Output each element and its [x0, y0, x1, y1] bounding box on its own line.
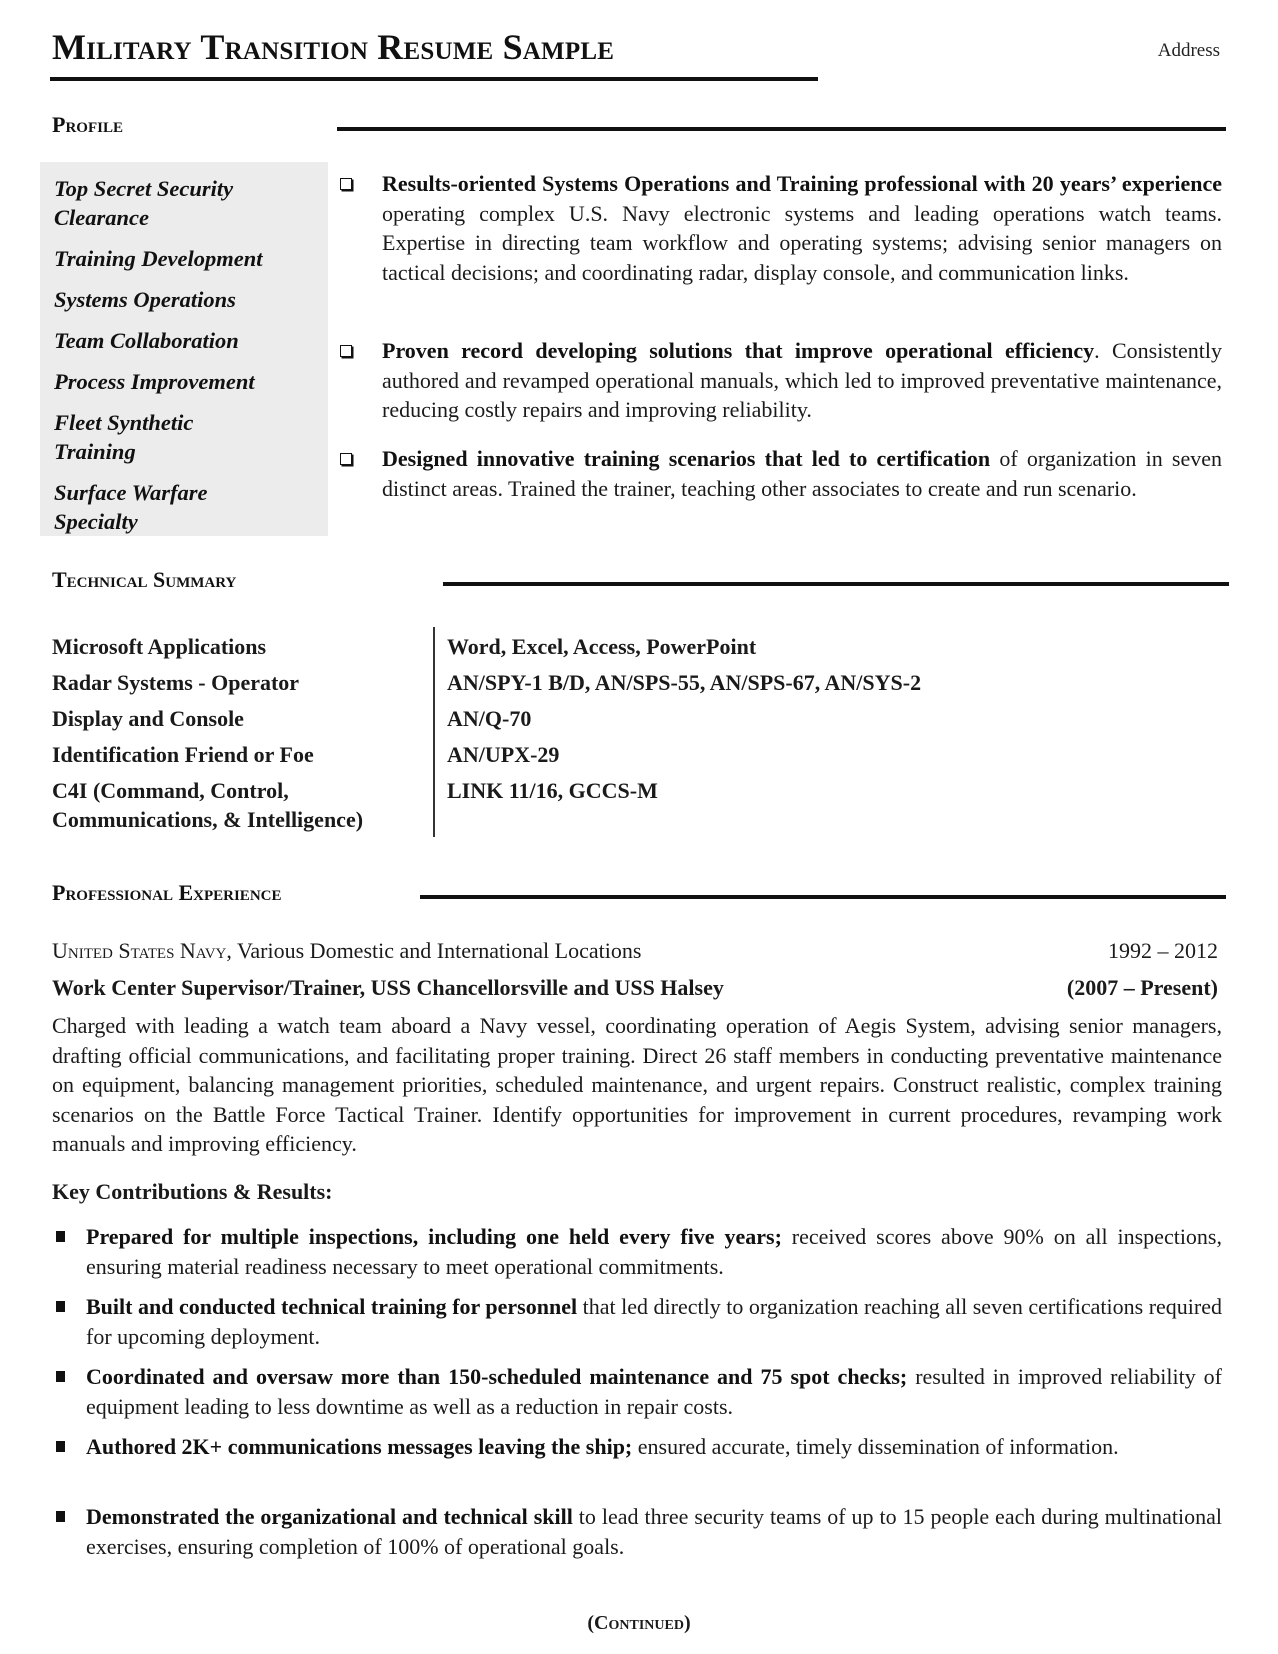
profile-bullet-bold: Designed innovative training scenarios that led to certification	[382, 446, 991, 471]
section-heading-technical-summary: Technical Summary	[52, 567, 237, 592]
skill-item: Team Collaboration	[54, 328, 239, 353]
contribution-bold: Prepared for multiple inspections, including one held every five years;	[86, 1224, 782, 1249]
tech-value: AN/Q-70	[447, 706, 532, 731]
skill-item: Surface Warfare Specialty	[54, 480, 208, 534]
contribution-bold: Authored 2K+ communications messages leaving the ship;	[86, 1434, 633, 1459]
contribution-bold: Built and conducted technical training for personnel	[86, 1294, 578, 1319]
tech-value: AN/SPY-1 B/D, AN/SPS-55, AN/SPS-67, AN/SYS-2	[447, 670, 922, 695]
professional-experience-rule	[420, 895, 1226, 899]
tech-label: C4I (Command, Control,	[52, 778, 289, 803]
profile-bullet-text: operating complex U.S. Navy electronic systems and leading operations watch teams. Expertise in directing team workflow and operating systems; advising senior managers on tactical decisions; and coordinating radar, display console, and communication links.	[382, 200, 1222, 285]
square-bullet-icon	[56, 1231, 65, 1242]
technical-summary-divider	[433, 627, 435, 837]
contribution-item	[52, 1222, 1222, 1281]
contribution-text: resulted in improved reliability of equipment leading to less downtime as well as a reduction in repair costs.	[86, 1364, 1222, 1419]
employer-line	[52, 936, 1218, 965]
contribution-item	[52, 1502, 1222, 1561]
contribution-item	[52, 1432, 1222, 1462]
profile-bullet-text: . Consistently authored and revamped operational manuals, which led to improved preventative maintenance, reducing costly repairs and improving reliability.	[382, 338, 1222, 422]
employer-location: , Various Domestic and International Locations	[226, 938, 642, 963]
contribution-text: that led directly to organization reaching all seven certifications required for upcoming deployment.	[86, 1294, 1223, 1349]
contribution-bold: Coordinated and oversaw more than 150-scheduled maintenance and 75 spot checks;	[86, 1364, 908, 1389]
tech-label: Microsoft Applications	[52, 634, 267, 659]
square-bullet-icon	[56, 1511, 65, 1522]
position-title: Work Center Supervisor/Trainer, USS Chancellorsville and USS Halsey	[52, 975, 724, 1000]
tech-label: Identification Friend or Foe	[52, 742, 314, 767]
technical-summary-rule	[443, 582, 1229, 586]
skill-item: Fleet Synthetic Training	[54, 410, 194, 464]
tech-label: Display and Console	[52, 706, 244, 731]
profile-bullet-bold: Results-oriented Systems Operations and Training professional with 20 years’ experience	[382, 171, 1222, 196]
tech-value: AN/UPX-29	[447, 742, 560, 767]
key-contributions-heading: Key Contributions & Results:	[52, 1179, 333, 1204]
square-bullet-icon	[56, 1301, 65, 1312]
tech-label: Radar Systems - Operator	[52, 670, 300, 695]
position-line	[52, 973, 1218, 1002]
skill-item: Training Development	[54, 246, 263, 271]
page-title: Military Transition Resume Sample	[52, 27, 615, 67]
title-underline	[50, 77, 818, 81]
contribution-text: ensured accurate, timely dissemination of information.	[632, 1434, 1119, 1459]
profile-bullet-bold: Proven record developing solutions that improve operational efficiency	[382, 338, 1095, 363]
profile-bullet	[340, 444, 1222, 503]
skill-item: Top Secret Security Clearance	[54, 176, 234, 230]
skill-item: Systems Operations	[54, 287, 236, 312]
profile-rule	[337, 127, 1226, 131]
employer-name: United States Navy	[52, 938, 227, 963]
position-description: Charged with leading a watch team aboard a Navy vessel, coordinating operation of Aegis System, advising senior managers, drafting official communications, and facilitating proper training. Direct 26 staff members in conducting preventative maintenance on equipment, balancing management priorities, scheduled maintenance, and urgent repairs. Construct realistic, complex training scenarios on the Battle Force Tactical Trainer. Identify opportunities for improvement in current procedures, revamping work manuals and improving efficiency.	[52, 1013, 1222, 1156]
tech-value: Word, Excel, Access, PowerPoint	[447, 634, 757, 659]
section-heading-professional-experience: Professional Experience	[52, 880, 282, 905]
contribution-item	[52, 1292, 1222, 1351]
checkbox-bullet-icon	[340, 178, 352, 190]
profile-bullet-text: of organization in seven distinct areas. Trained the trainer, teaching other associates to create and run scenario.	[382, 446, 1222, 501]
employer-dates: 1992 – 2012	[1108, 938, 1218, 963]
checkbox-bullet-icon	[340, 345, 352, 357]
contribution-item	[52, 1362, 1222, 1421]
square-bullet-icon	[56, 1441, 65, 1452]
checkbox-bullet-icon	[340, 453, 352, 465]
continued-note: (Continued)	[587, 1612, 691, 1634]
tech-label-continued: Communications, & Intelligence)	[52, 807, 364, 832]
profile-skills-sidebar	[40, 162, 328, 536]
contribution-text: to lead three security teams of up to 15 people each during multinational exercises, ensuring completion of 100% of operational goals.	[86, 1504, 1223, 1559]
profile-bullet	[340, 336, 1222, 425]
contribution-text: received scores above 90% on all inspections, ensuring material readiness necessary to meet operational commitments.	[86, 1224, 1222, 1279]
address: Address	[1157, 40, 1220, 61]
section-heading-profile: Profile	[52, 112, 123, 137]
position-dates: (2007 – Present)	[1066, 975, 1218, 1000]
skill-item: Process Improvement	[54, 369, 255, 394]
profile-bullet	[340, 169, 1222, 287]
tech-value: LINK 11/16, GCCS-M	[447, 778, 658, 803]
contribution-bold: Demonstrated the organizational and technical skill	[86, 1504, 573, 1529]
square-bullet-icon	[56, 1371, 65, 1382]
